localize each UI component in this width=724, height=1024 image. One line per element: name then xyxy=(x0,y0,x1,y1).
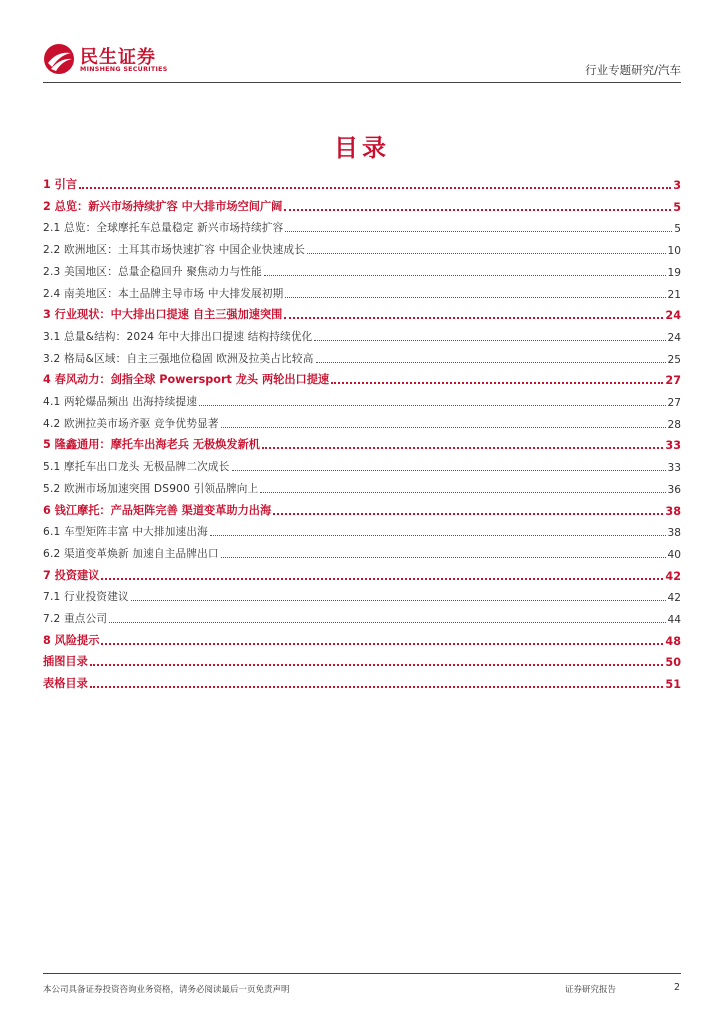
toc-dot-leader xyxy=(307,253,665,254)
toc-entry-page: 5 xyxy=(674,223,681,236)
toc-dot-leader xyxy=(90,686,664,688)
toc-dot-leader xyxy=(264,275,666,276)
toc-dot-leader xyxy=(131,600,666,601)
toc-dot-leader xyxy=(285,231,672,232)
minsheng-logo xyxy=(43,40,183,78)
toc-entry-page: 44 xyxy=(667,614,681,626)
toc-dot-leader xyxy=(90,664,664,666)
toc-entry-label: 7.2 重点公司 xyxy=(43,613,108,625)
toc-entry-label: 7.1 行业投资建议 xyxy=(43,591,129,604)
footer-divider xyxy=(43,973,681,974)
toc-entry-page: 36 xyxy=(667,483,681,496)
header-divider xyxy=(43,82,681,83)
toc-dot-leader xyxy=(285,297,665,298)
toc-dot-leader xyxy=(314,340,665,341)
toc-entry-label: 6.1 车型矩阵丰富 中大排加速出海 xyxy=(43,526,208,539)
footer-report-type: 证券研究报告 xyxy=(565,985,617,995)
toc-section-entry[interactable] xyxy=(43,543,681,561)
toc-title: 目录 xyxy=(334,134,390,162)
toc-section-entry[interactable] xyxy=(43,326,681,344)
toc-entry-label: 6 钱江摩托：产品矩阵完善 渠道变革助力出海 xyxy=(43,503,272,517)
toc-entry-label: 4.2 欧洲拉美市场齐驱 竞争优势显著 xyxy=(43,417,219,430)
toc-entry-page: 51 xyxy=(665,678,681,692)
toc-dot-leader xyxy=(210,535,666,536)
toc-section-entry[interactable] xyxy=(43,586,681,604)
toc-entry-label: 5 隆鑫通用：摩托车出海老兵 无极焕发新机 xyxy=(43,438,260,452)
toc-chapter-entry[interactable] xyxy=(43,673,681,691)
toc-entry-page: 25 xyxy=(667,353,681,366)
toc-entry-label: 2.3 美国地区：总量企稳回升 聚焦动力与性能 xyxy=(43,265,262,278)
toc-entry-page: 10 xyxy=(667,245,681,258)
toc-chapter-entry[interactable] xyxy=(43,651,681,669)
toc-chapter-entry[interactable] xyxy=(43,434,681,452)
toc-entry-page: 19 xyxy=(667,266,681,279)
toc-section-entry[interactable] xyxy=(43,261,681,279)
toc-entry-label: 3.2 格局&区域：自主三强地位稳固 欧洲及拉美占比较高 xyxy=(43,352,314,365)
toc-dot-leader xyxy=(221,427,666,428)
toc-section-entry[interactable] xyxy=(43,217,681,235)
toc-entry-page: 28 xyxy=(667,418,681,431)
toc-dot-leader xyxy=(79,187,671,189)
toc-chapter-entry[interactable] xyxy=(43,196,681,214)
toc-section-entry[interactable] xyxy=(43,456,681,474)
toc-entry-page: 24 xyxy=(667,331,681,344)
toc-dot-leader xyxy=(232,470,666,471)
toc-dot-leader xyxy=(221,557,666,558)
toc-chapter-entry[interactable] xyxy=(43,369,681,387)
toc-entry-page: 42 xyxy=(665,569,681,583)
toc-entry-label: 插图目录 xyxy=(43,655,88,669)
toc-entry-page: 40 xyxy=(667,548,681,561)
toc-entry-page: 27 xyxy=(665,374,681,388)
toc-entry-page: 27 xyxy=(667,397,681,409)
toc-entry-page: 48 xyxy=(665,634,681,648)
toc-entry-label: 5.1 摩托车出口龙头 无极品牌二次成长 xyxy=(43,461,230,474)
page-header xyxy=(43,40,681,82)
toc-entry-page: 33 xyxy=(665,439,681,453)
toc-entry-label: 3 行业现状：中大排出口提速 自主三强加速突围 xyxy=(43,308,283,322)
toc-entry-label: 5.2 欧洲市场加速突围 DS900 引领品牌向上 xyxy=(43,482,259,495)
toc-entry-page: 21 xyxy=(667,288,681,301)
toc-dot-leader xyxy=(260,492,665,493)
toc-entry-label: 2.1 总览：全球摩托车总量稳定 新兴市场持续扩容 xyxy=(43,222,284,235)
toc-dot-leader xyxy=(273,513,663,515)
toc-section-entry[interactable] xyxy=(43,478,681,496)
toc-dot-leader xyxy=(284,317,663,319)
toc-section-entry[interactable] xyxy=(43,391,681,409)
toc-dot-leader xyxy=(284,209,671,211)
toc-dot-leader xyxy=(101,578,663,580)
toc-dot-leader xyxy=(331,382,663,384)
toc-section-entry[interactable] xyxy=(43,239,681,257)
footer-disclaimer: 本公司具备证券投资咨询业务资格，请务必阅读最后一页免责声明 xyxy=(43,985,290,995)
toc-entry-page: 42 xyxy=(667,592,681,605)
toc-chapter-entry[interactable] xyxy=(43,174,681,192)
toc-entry-label: 4 春风动力：剑指全球 Powersport 龙头 两轮出口提速 xyxy=(43,373,330,387)
toc-dot-leader xyxy=(262,447,663,449)
toc-entry-label: 表格目录 xyxy=(43,677,88,691)
toc-entry-label: 8 风险提示 xyxy=(43,633,100,647)
toc-dot-leader xyxy=(316,362,666,363)
toc-entry-page: 3 xyxy=(673,179,681,192)
toc-section-entry[interactable] xyxy=(43,608,681,626)
toc-dot-leader xyxy=(199,405,665,406)
toc-entry-label: 3.1 总量&结构：2024 年中大排出口提速 结构持续优化 xyxy=(43,330,313,343)
toc-chapter-entry[interactable] xyxy=(43,630,681,648)
toc-entry-label: 1 引言 xyxy=(43,178,78,191)
toc-entry-label: 4.1 两轮爆品频出 出海持续提速 xyxy=(43,396,198,408)
logo-chinese-name: 民生证券 xyxy=(80,47,156,68)
toc-entry-label: 2 总览：新兴市场持续扩容 中大排市场空间广阔 xyxy=(43,199,283,213)
toc-entry-label: 6.2 渠道变革焕新 加速自主品牌出口 xyxy=(43,547,219,560)
toc-section-entry[interactable] xyxy=(43,413,681,431)
toc-entry-page: 38 xyxy=(667,527,681,540)
toc-dot-leader xyxy=(109,622,665,623)
toc-section-entry[interactable] xyxy=(43,521,681,539)
toc-entry-label: 7 投资建议 xyxy=(43,568,100,582)
toc-entry-label: 2.2 欧洲地区：土耳其市场快速扩容 中国企业快速成长 xyxy=(43,244,306,257)
toc-entry-page: 50 xyxy=(665,656,681,670)
toc-chapter-entry[interactable] xyxy=(43,500,681,518)
toc-dot-leader xyxy=(101,643,663,645)
page-number: 2 xyxy=(673,982,680,993)
toc-section-entry[interactable] xyxy=(43,283,681,301)
toc-entry-page: 24 xyxy=(665,309,681,323)
toc-chapter-entry[interactable] xyxy=(43,565,681,583)
report-category: 行业专题研究/汽车 xyxy=(585,63,681,77)
logo-english-name: MINSHENG SECURITIES xyxy=(80,66,168,73)
toc-entry-page: 38 xyxy=(665,504,681,518)
toc-entry-label: 2.4 南美地区：本土品牌主导市场 中大排发展初期 xyxy=(43,287,284,300)
toc-entry-page: 5 xyxy=(673,200,681,214)
minsheng-logo-icon xyxy=(43,43,75,75)
toc-entry-page: 33 xyxy=(667,462,681,475)
toc-chapter-entry[interactable] xyxy=(43,304,681,322)
toc-section-entry[interactable] xyxy=(43,348,681,366)
